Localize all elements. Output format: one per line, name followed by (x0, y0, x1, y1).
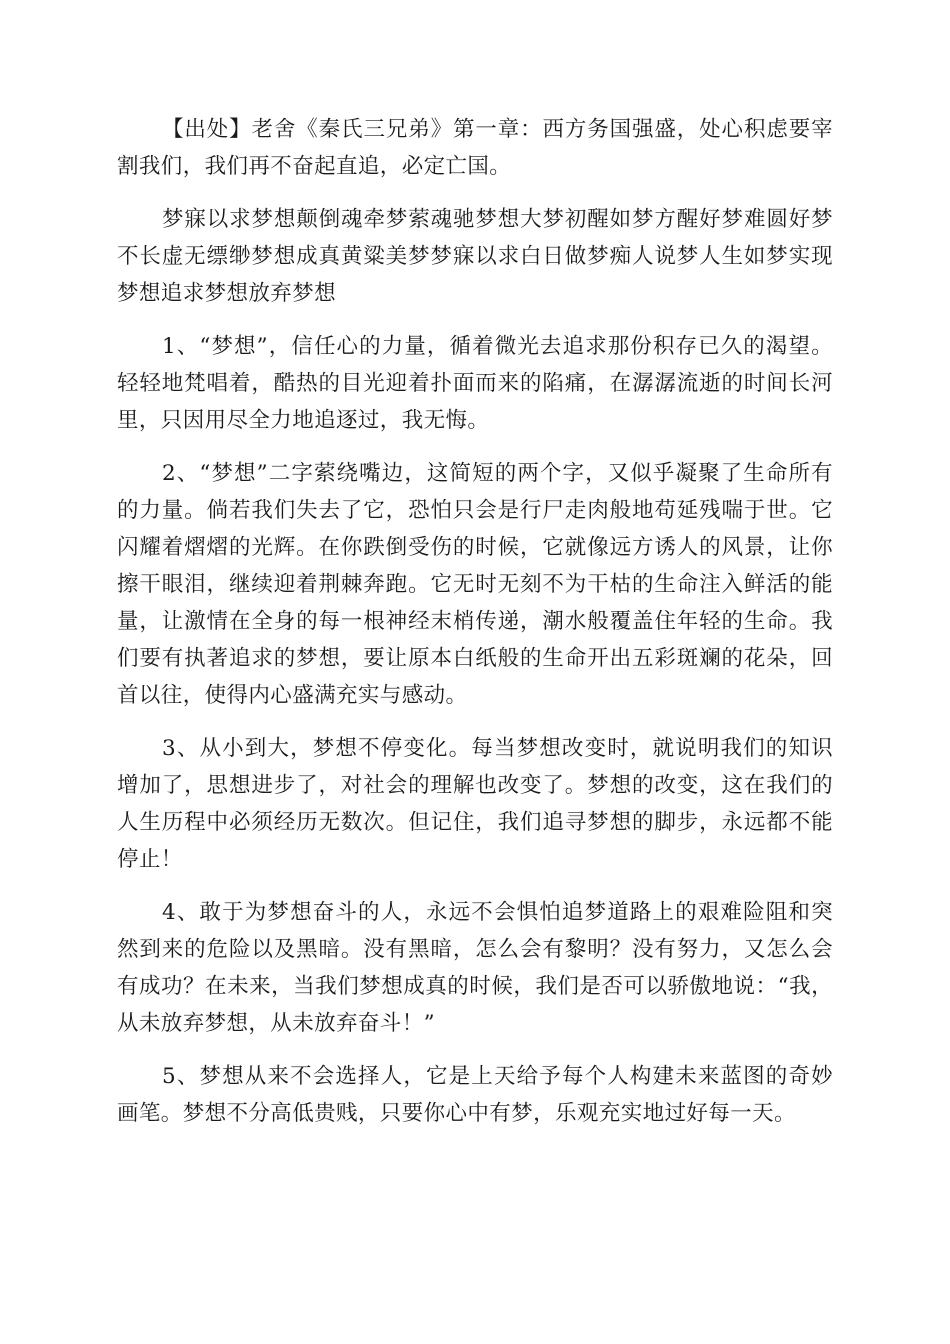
list-item-1: 1、“梦想”，信任心的力量，循着微光去追求那份积存已久的渴望。轻轻地梵唱着，酷热的目光迎着扑面而来的陷痛，在潺潺流逝的时间长河里，只因用尽全力地追逐过，我无悔。 (117, 334, 833, 433)
list-item-5: 5、梦想从来不会选择人，它是上天给予每个人构建未来蓝图的奇妙画笔。梦想不分高低贵贱，只要你心中有梦，乐观充实地过好每一天。 (117, 1064, 833, 1126)
idiom-list-paragraph: 梦寐以求梦想颠倒魂牵梦萦魂驰梦想大梦初醒如梦方醒好梦难圆好梦不长虚无缥缈梦想成真黄粱美梦梦寐以求白日做梦痴人说梦人生如梦实现梦想追求梦想放弃梦想 (117, 207, 833, 306)
list-item-4: 4、敢于为梦想奋斗的人，永远不会惧怕追梦道路上的艰难险阻和突然到来的危险以及黑暗。没有黑暗，怎么会有黎明？没有努力，又怎么会有成功？在未来，当我们梦想成真的时候，我们是否可以骄傲地说：“我，从未放弃梦想，从未放弃奋斗！” (117, 900, 833, 1036)
list-item-2: 2、“梦想”二字萦绕嘴边，这简短的两个字，又似乎凝聚了生命所有的力量。倘若我们失去了它，恐怕只会是行尸走肉般地苟延残喘于世。它闪耀着熠熠的光辉。在你跌倒受伤的时候，它就像远方诱人的风景，让你擦干眼泪，继续迎着荆棘奔跑。它无时无刻不为干枯的生命注入鲜活的能量，让激情在全身的每一根神经末梢传递，潮水般覆盖住年轻的生命。我们要有执著追求的梦想，要让原本白纸般的生命开出五彩斑斓的花朵，回首以往，使得内心盛满充实与感动。 (117, 461, 833, 708)
list-item-3: 3、从小到大，梦想不停变化。每当梦想改变时，就说明我们的知识增加了，思想进步了，对社会的理解也改变了。梦想的改变，这在我们的人生历程中必须经历无数次。但记住，我们追寻梦想的脚步，永远都不能停止！ (117, 736, 833, 872)
source-paragraph: 【出处】老舍《秦氏三兄弟》第一章：西方务国强盛，处心积虑要宰割我们，我们再不奋起直追，必定亡国。 (117, 117, 833, 179)
document-page (117, 111, 833, 1148)
